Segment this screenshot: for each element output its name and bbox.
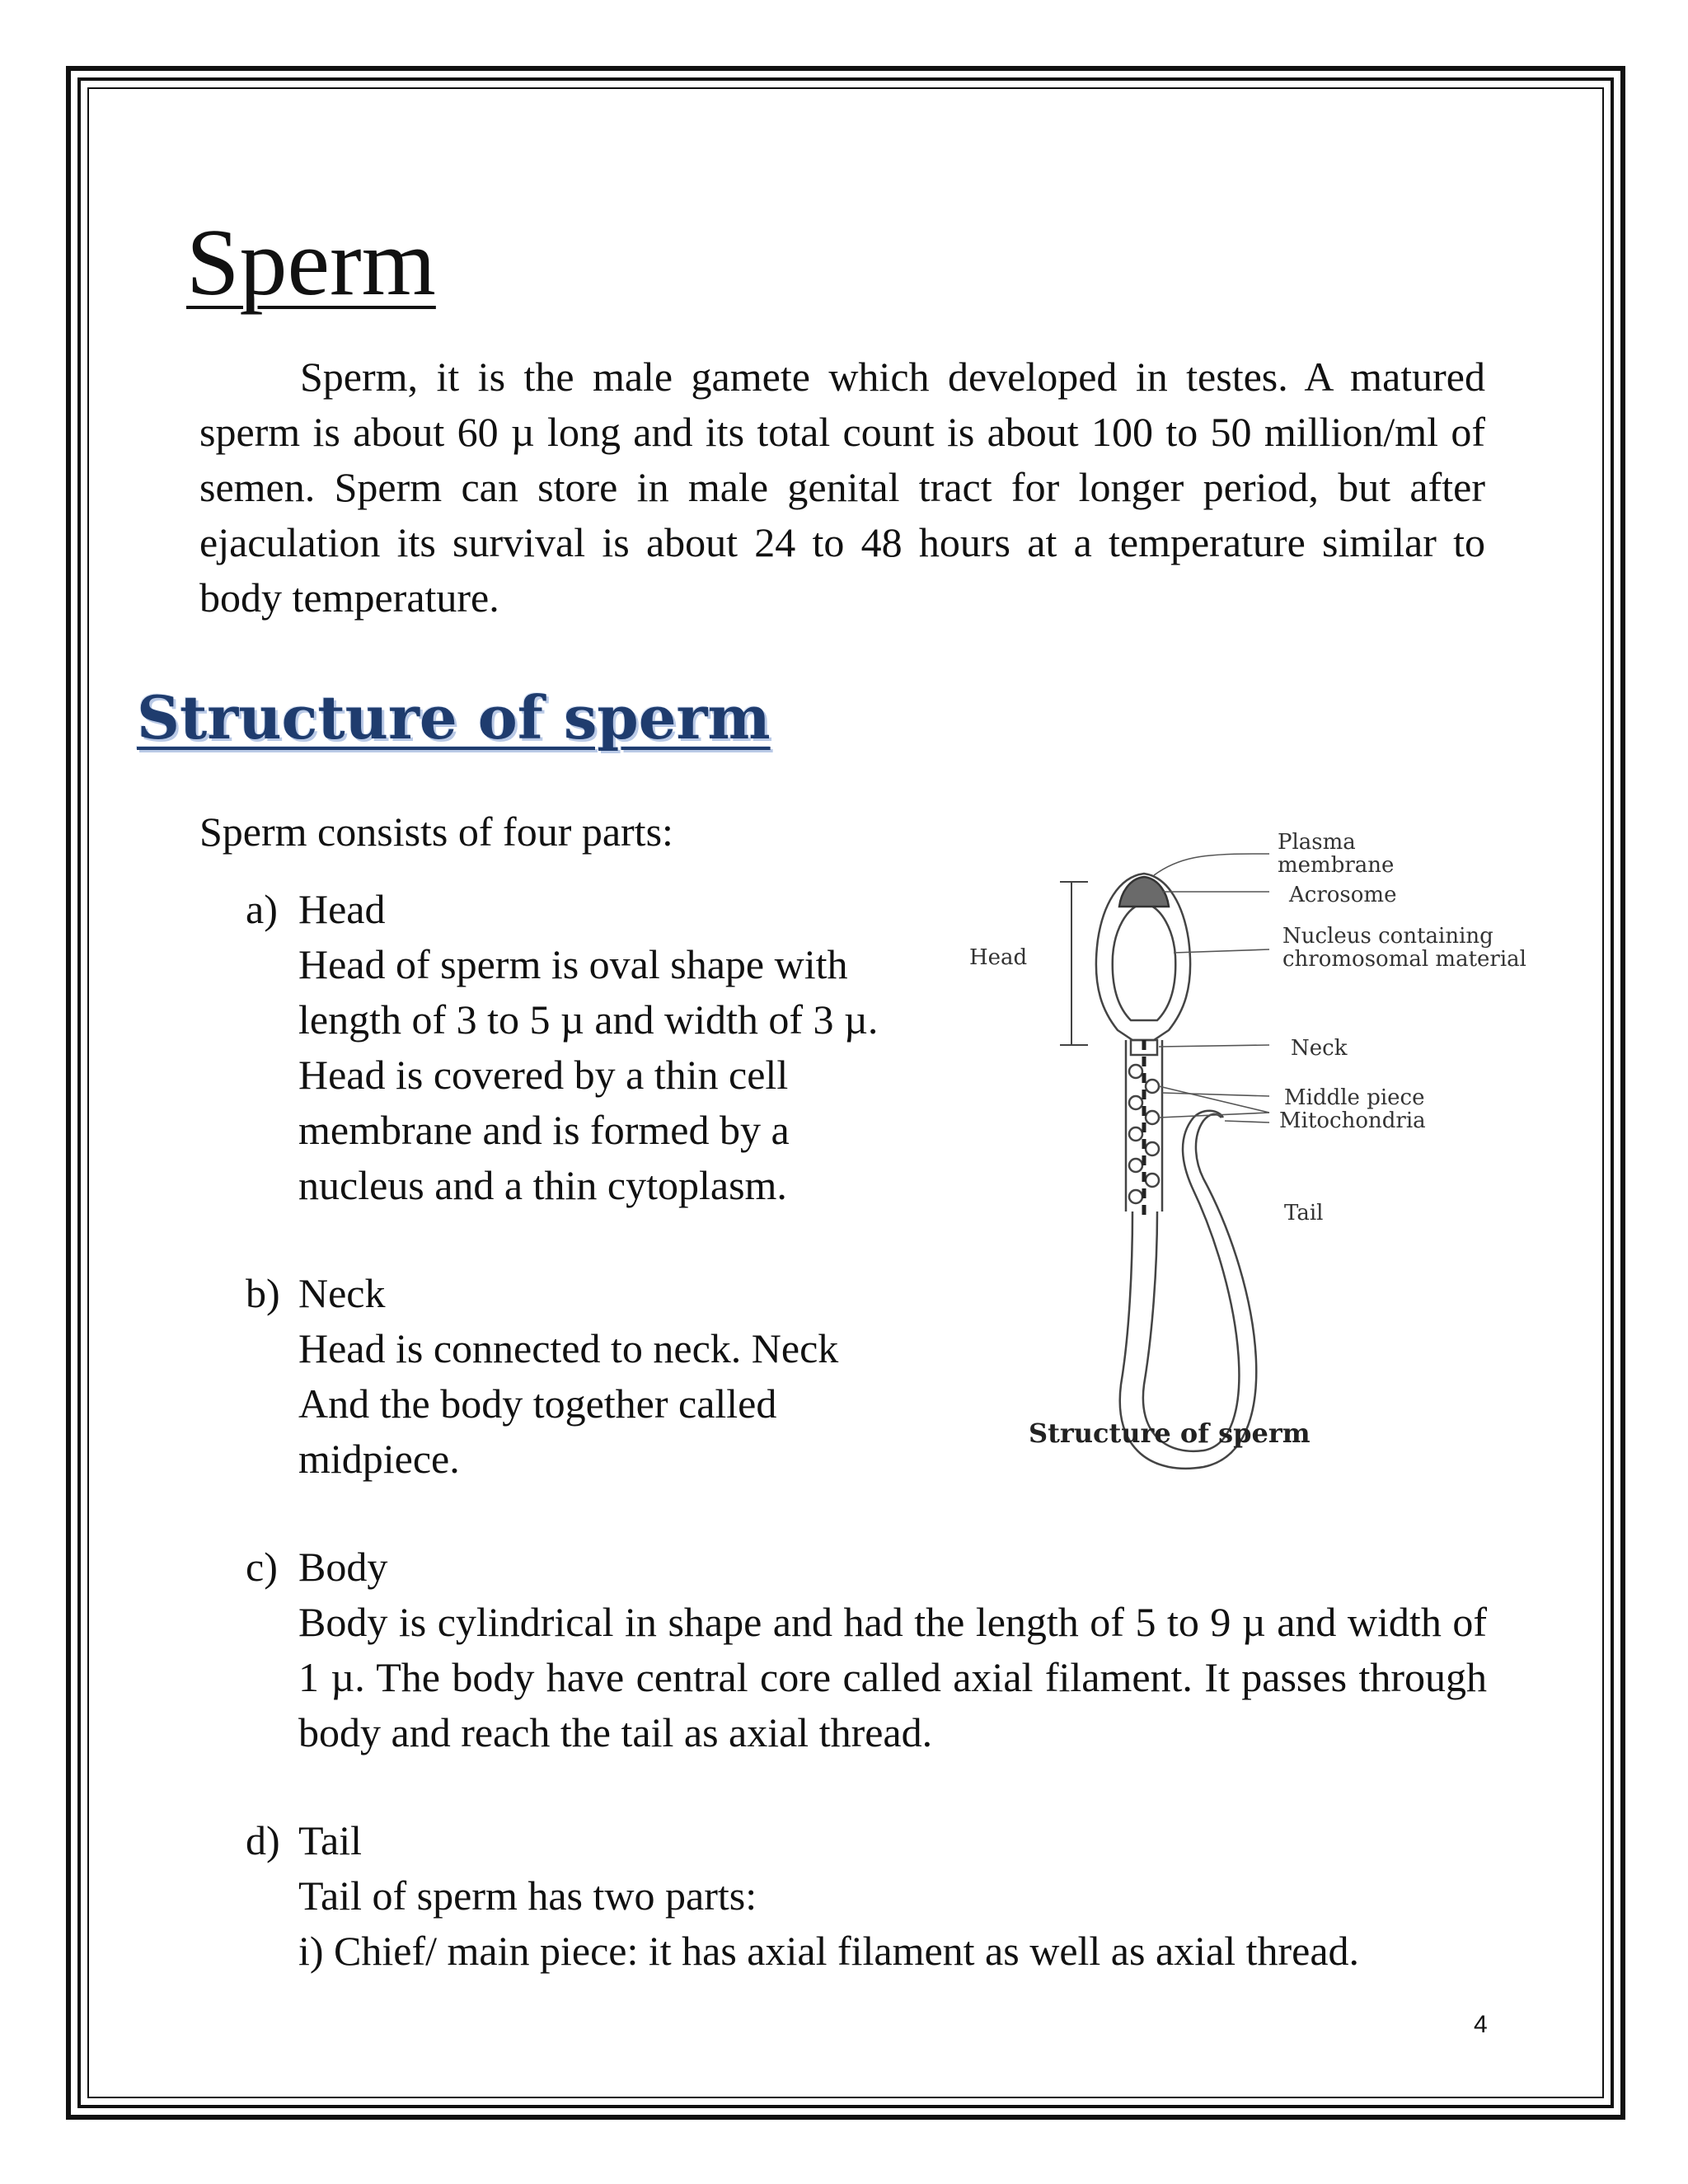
part-line: Tail of sperm has two parts:	[298, 1872, 757, 1919]
part-line: membrane and is formed by a	[298, 1107, 790, 1153]
label-nucleus-1: Nucleus containing	[1282, 924, 1493, 949]
nucleus-outline	[1113, 903, 1176, 1020]
sperm-structure-figure	[956, 824, 1582, 1475]
label-nucleus-2: chromosomal material	[1282, 947, 1526, 972]
page-number: 4	[1474, 2011, 1488, 2038]
leader-plasma	[1154, 854, 1269, 875]
part-marker: a)	[246, 886, 278, 932]
part-line: midpiece.	[298, 1436, 460, 1482]
part-neck	[246, 1266, 905, 1487]
part-line: i) Chief/ main piece: it has axial filament as well as axial thread.	[298, 1928, 1360, 1974]
label-head: Head	[969, 945, 1028, 970]
figure-caption: Structure of sperm	[1029, 1418, 1311, 1449]
page-title: Sperm	[186, 210, 436, 316]
part-heading: Body	[298, 1544, 388, 1590]
label-tail: Tail	[1284, 1201, 1324, 1226]
tail-outline-right	[1143, 1111, 1240, 1451]
label-neck: Neck	[1291, 1036, 1348, 1061]
label-plasma-membrane-2: membrane	[1278, 853, 1395, 878]
head-bracket	[1060, 882, 1088, 1045]
sperm-diagram	[956, 824, 1582, 1475]
leader-neck	[1159, 1045, 1269, 1047]
label-mitochondria: Mitochondria	[1279, 1108, 1426, 1133]
label-middle-piece: Middle piece	[1284, 1085, 1425, 1110]
part-marker: d)	[246, 1817, 280, 1863]
label-plasma-membrane-1: Plasma	[1278, 830, 1356, 855]
part-line: Head is covered by a thin cell	[298, 1052, 789, 1098]
part-heading: Tail	[298, 1817, 363, 1863]
part-marker: b)	[246, 1270, 280, 1316]
intro-paragraph: Sperm, it is the male gamete which developed in testes. A matured sperm is about 60 µ long and its total count is about 100 to 50 million/ml of semen. Sperm can store in male genital tract for longer period, but after ejaculation its survival is about 24 to 48 hours at a temperature similar to body temperature.	[199, 354, 1485, 621]
part-line: nucleus and a thin cytoplasm.	[298, 1162, 787, 1208]
leader-tail	[1225, 1121, 1269, 1122]
part-line: length of 3 to 5 µ and width of 3 µ.	[298, 996, 879, 1043]
part-heading: Neck	[298, 1270, 386, 1316]
part-line: Head is connected to neck. Neck	[298, 1325, 839, 1371]
leader-nucleus	[1174, 949, 1269, 953]
part-marker: c)	[246, 1544, 278, 1590]
part-head	[246, 882, 905, 1213]
section-heading: Structure of sperm	[137, 682, 771, 752]
leader-middle	[1162, 1093, 1269, 1096]
leader-mito1	[1159, 1086, 1269, 1113]
tail-outline-left	[1120, 1114, 1257, 1469]
mitochondria-spirals	[1129, 1065, 1159, 1203]
part-heading: Head	[298, 886, 386, 932]
part-line: And the body together called	[298, 1380, 777, 1427]
part-line: Head of sperm is oval shape with	[298, 941, 848, 987]
parts-intro: Sperm consists of four parts:	[199, 808, 673, 855]
part-text: Body is cylindrical in shape and had the length of 5 to 9 µ and width of 1 µ. The body have central core called axial filament. It passes through body and reach the tail as axial thread.	[298, 1599, 1487, 1755]
part-tail	[246, 1813, 1531, 1979]
part-body	[246, 1540, 1487, 1760]
label-acrosome: Acrosome	[1289, 883, 1397, 907]
